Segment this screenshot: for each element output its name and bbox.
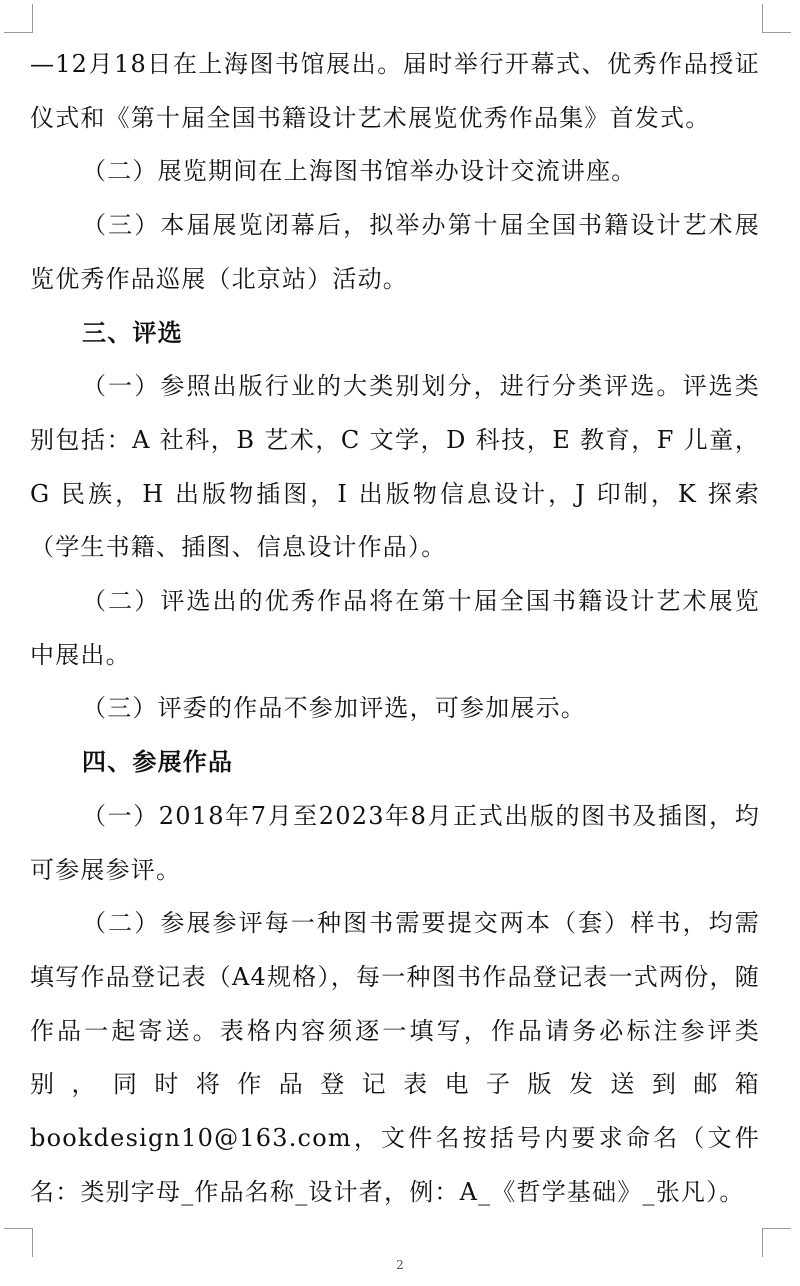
paragraph-submission: （二）参展参评每一种图书需要提交两本（套）样书，均需填写作品登记表（A4规格），每一种图书作品登记表一式两份，随作品一起寄送。表格内容须逐一填写，作品请务必标注参评类别，同时将作品登记表电子版发送到邮箱 bookdesign10@163.com，文件名按括号内要求命名（文件名：类别字母_作品名称_设计者，例：A_《哲学基础》_张凡）。 bbox=[30, 909, 760, 1206]
section-heading-entries: 四、参展作品 bbox=[82, 748, 234, 777]
paragraph-exhibition-continuation: —12月18日在上海图书馆展出。届时举行开幕式、优秀作品授证仪式和《第十届全国书籍设计艺术展览优秀作品集》首发式。 bbox=[30, 50, 760, 132]
section-heading-selection: 三、评选 bbox=[82, 318, 183, 347]
crop-mark-bottom-left bbox=[4, 1228, 33, 1257]
paragraph-lecture: （二）展览期间在上海图书馆举办设计交流讲座。 bbox=[82, 157, 637, 186]
document-body bbox=[30, 38, 760, 1219]
crop-mark-top-left bbox=[4, 4, 33, 33]
crop-mark-bottom-right bbox=[762, 1228, 791, 1257]
paragraph-eligibility: （一）2018年7月至2023年8月正式出版的图书及插图，均可参展参评。 bbox=[30, 801, 760, 884]
paragraph-judges: （三）评委的作品不参加评选，可参加展示。 bbox=[82, 694, 586, 723]
page-number: 2 bbox=[396, 1258, 404, 1272]
paragraph-tour: （三）本届展览闭幕后，拟举办第十届全国书籍设计艺术展览优秀作品巡展（北京站）活动。 bbox=[30, 211, 760, 293]
paragraph-categories: （一）参照出版行业的大类别划分，进行分类评选。评选类别包括：A 社科，B 艺术，C 文学，D 科技，E 教育，F 儿童，G 民族，H 出版物插图，I 出版物信息设计，J 印制，K 探索（学生书籍、插图、信息设计作品）。 bbox=[30, 372, 760, 562]
crop-mark-top-right bbox=[762, 4, 791, 33]
paragraph-selected-works: （二）评选出的优秀作品将在第十届全国书籍设计艺术展览中展出。 bbox=[30, 587, 760, 669]
